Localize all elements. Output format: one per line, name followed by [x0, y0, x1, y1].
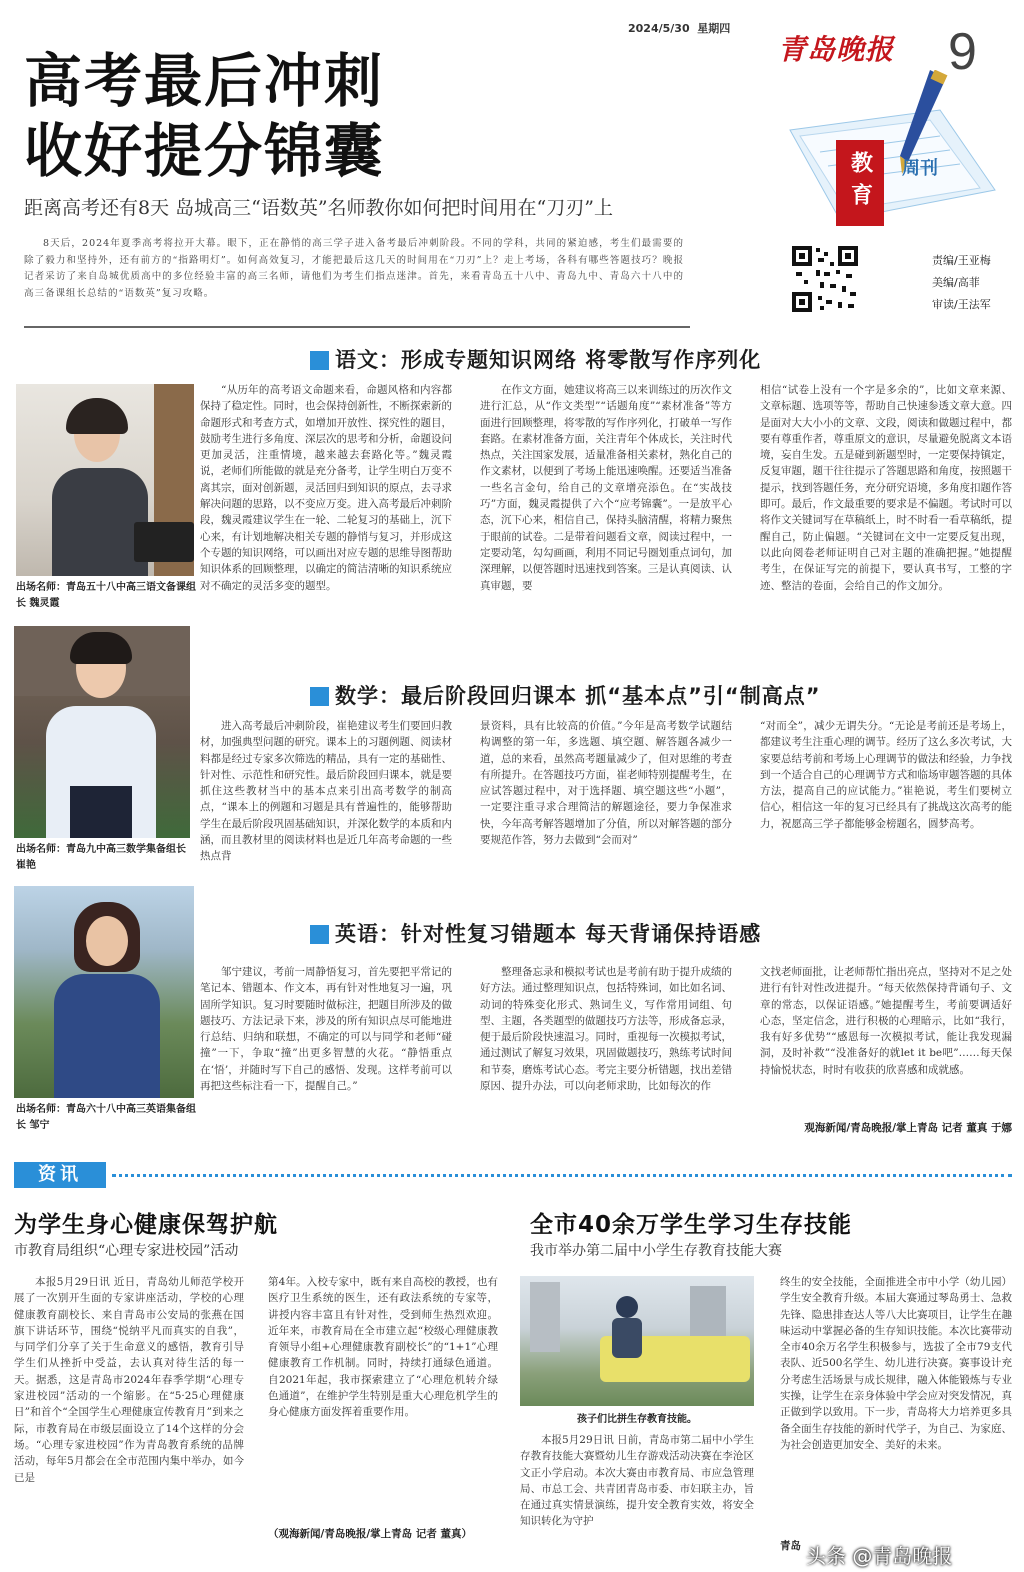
watermark: 头条 @青岛晚报 [806, 1544, 953, 1568]
news-photo-students [520, 1276, 754, 1406]
news-banner-rule [112, 1174, 1012, 1177]
credit-editor: 责编/王亚梅 [932, 254, 991, 267]
news-left-subtitle: 市教育局组织“心理专家进校园”活动 [14, 1243, 239, 1259]
english-col-3: 文找老师面批，让老师帮忙指出亮点，坚持对不足之处进行有针对性改进提升。“每天依然保持背诵句子、文章的常态，以保证语感。”她提醒考生，考前要调适好心态，坚定信念，进行积极的心理暗示，比如“我行，我有好多优势”“感恩每一次模拟考试，能让我发现漏洞，及时补救”“没准备好的就let it be吧”……每天保持愉悦状态，时时有收获的欣喜感和成就感。 [760, 966, 1012, 1076]
headline-line-1: 高考最后冲刺 [24, 47, 385, 115]
caption-zou: 出场名师：青岛六十八中高三英语集备组长 邹宁 [16, 1104, 196, 1131]
section-label-box [836, 140, 884, 226]
news-right-col-1: 本报5月29日讯 日前，青岛市第二届中小学生存教育技能大赛暨幼儿生存游戏活动决赛在李沧区文正小学启动。本次大赛由市教育局、市应急管理局、市总工会、共青团青岛市委、市妇联主办，旨在通过真实情景演练，提升安全教育实效，将安全知识转化为守护 [520, 1434, 754, 1528]
chinese-section-title: 语文：形成专题知识网络 将零散写作序列化 [310, 344, 761, 374]
news-photo-caption: 孩子们比拼生存教育技能。 [577, 1414, 697, 1425]
news-left-col-2: 第4年。入校专家中，既有来自高校的教授，也有医疗卫生系统的医生，还有政法系统的专家等，讲授内容丰富且有针对性，受到师生热烈欢迎。近年来，市教育局在全市建立起“校级心理健康教育领导小组+心理健康教育副校长”的“1+1”心理健康教育工作机制。同时，持续打通绿色通道。自2021年起，我市探索建立了“心理危机转介绿色通道”，在维护学生特别是重大心理危机学生的身心健康方面发挥着重要作用。 [268, 1276, 498, 1419]
credit-reviewer: 审读/王法军 [932, 298, 991, 311]
news-right-col-2: 终生的安全技能，全面推进全市中小学（幼儿园）学生安全教育升级。本届大赛通过琴岛勇士、急救先锋、隐患排查达人等八大比赛项目，让学生在趣味运动中掌握必备的生存知识技能。本次比赛带动全市40余万名学生积极参与，选拔了全市79支代表队、近500名学生、幼儿进行决赛。赛事设计充分考虑生活场景与成长规律，融入体能锻炼与专业实操，让学生在亲身体验中学会应对突发情况，真正做到学以致用。下一步，青岛将大力培养更多具备全面生存技能的新时代学子，为自己、为家庭、为社会创造更加安全、美好的未来。 [780, 1276, 1012, 1451]
news-banner: 资讯 [14, 1162, 106, 1188]
english-col-2: 整理备忘录和模拟考试也是考前有助于提升成绩的好方法。通过整理知识点，包括特殊词，如比如名词、动词的特殊变化形式、熟词生义，写作常用词组、句型、主题，各类题型的做题技巧方法等，形成备忘录，便于最后阶段快速温习。同时，重视每一次模拟考试，通过测试了解复习效果，巩固做题技巧，熟练考试时间和节奏，磨炼考试心态。考完主要分析错题，找出差错原因、提升办法，可以向老师求助，比如每次的作 [480, 966, 732, 1093]
math-col-3: “对而全”，减少无谓失分。“无论是考前还是考场上，都建议考生注重心理的调节。经历了这么多次考试，大家要总结考前和考场上心理调节的做法和经验，力争找到一个适合自己的心理调节方式和临场审题答题的具体方法，提高自己的应试能力。”崔艳说，考生们要树立信心，相信这一年的复习已经具有了挑战这次高考的能力，祝愿高三学子都能够金榜题名，圆梦高考。 [760, 720, 1012, 830]
page-number: 9 [948, 23, 977, 81]
teacher-photo-cui [14, 626, 190, 838]
english-section-title: 英语：针对性复习错题本 每天背诵保持语感 [310, 918, 761, 948]
news-right-byline: 青岛 [780, 1540, 801, 1552]
chinese-col-2: 在作文方面，她建议将高三以来训练过的历次作文进行汇总，从“作文类型”“话题角度”“素材准备”等方面进行回顾整理，将零散的写作序列化，打破单一写作套路。在素材准备方面，关注青年个体成长，关注时代热点，关注国家发展，适量准备相关素材，熟化自己的作文素材，以便到了考场上能迅速唤醒。还要适当准备一些名言金句，给自己的文章增亮添色。在“实战技巧”方面，魏灵霞提供了六个“应考锦囊”。一是放平心态，沉下心来，相信自己，保持头脑清醒，将精力聚焦于眼前的试卷。二是带着问题看文章，阅读过程中，一定要动笔，勾勾画画，利用不同记号圈划重点词句，加深理解，以便答题时迅速找到答案。三是认真阅读、认真审题，要 [480, 384, 732, 592]
intro-paragraph: 8天后，2024年夏季高考将拉开大幕。眼下，正在静悄的高三学子进入备考最后冲刺阶段。不同的学科，共同的紧迫感，考生们最需要的除了毅力和坚持外，还有前方的“指路明灯”。如何高效复习，才能把最后这几天的时间用在“刀刃”上？走上考场，各科有哪些答题技巧？晚报记者采访了来自岛城优质高中的多位经验丰富的高三名师，请他们为考生们指点迷津。首先，来看青岛五十八中、青岛九中、青岛六十八中的高三备课组长总结的“语数英”复习攻略。 [24, 238, 684, 299]
credits [932, 250, 991, 316]
headline-subtitle: 距离高考还有8天 岛城高三“语数英”名师教你如何把时间用在“刀刃”上 [24, 197, 613, 219]
teacher-photo-wei [16, 384, 194, 576]
credit-designer: 美编/高菲 [932, 276, 980, 289]
english-byline: 观海新闻/青岛晚报/掌上青岛 记者 董真 于娜 [804, 1122, 1012, 1134]
blue-square-icon [310, 687, 329, 706]
qr-code-icon [790, 244, 860, 314]
headline-line-2: 收好提分锦囊 [24, 117, 385, 185]
math-col-2: 景资料，具有比较高的价值。”今年是高考数学试题结构调整的第一年，多选题、填空题、解答题各减少一道，总的来看，虽然高考题量减少了，但对思维的考查有所提升。在答题技巧方面，崔老师特别提醒考生，在应试答题过程中，对于选择题、填空题这些“小题”，一定要注重寻求合理简洁的解题途径，要力争保准求快，今年高考解答题增加了分值，所以对解答题的部分要规范作答，努力去做到“会而对” [480, 720, 732, 847]
issue-date: 2024/5/30 星期四 [628, 22, 731, 35]
math-col-1: 进入高考最后冲刺阶段，崔艳建议考生们要回归教材，加强典型问题的研究。课本上的习题例题、阅读材料都是经过专家多次筛选的精品，具有一定的基础性、针对性、示范性和研究性。最后阶段回归课本，就是要抓住这些教材当中的基本点来引出高考数学的制高点，“课本上的例题和习题是具有普遍性的，能够帮助学生在最后阶段巩固基础知识，并深化数学的本质和内涵，而且教材里的阅读材料也是近几年高考命题的一些热点背 [200, 720, 452, 863]
section-label: 教育 [847, 151, 873, 215]
masthead-logo: 青岛晚报 [778, 33, 895, 66]
news-left-byline: （观海新闻/青岛晚报/掌上青岛 记者 董真） [268, 1528, 472, 1540]
caption-wei: 出场名师：青岛五十八中高三语文备课组长 魏灵霞 [16, 582, 196, 609]
news-left-title: 为学生身心健康保驾护航 [14, 1212, 278, 1238]
news-right-title: 全市40余万学生学习生存技能 [530, 1212, 853, 1238]
chinese-col-3: 相信“试卷上没有一个字是多余的”，比如文章来源、文章标题、选项等等，帮助自己快速参透文章大意。四是面对大大小小的文章、文段，阅读和做题过程中，都要有尊重作者，尊重原文的意识，尽量避免脱离文本语境，妄自生发。五是碰到新题型时，一定要保持镇定，反复审题，题干往往提示了答题思路和角度，按照题干提示，找到答题任务，充分研究语境，多角度扣题作答即可。最后，作文最重要的要求是不偏题。考试时可以将作文关键词写在草稿纸上，时不时看一看草稿纸，提醒自己，防止偏题。“关键词在文中一定要反复出现，以此向阅卷老师证明自己对主题的准确把握。”她提醒考生，在保证写完的前提下，要认真书写，工整的字迹、整洁的卷面，会给自己的作文加分。 [760, 384, 1012, 592]
blue-square-icon [310, 351, 329, 370]
weekly-label: 周刊 [902, 158, 938, 179]
intro-divider [24, 326, 690, 328]
english-col-1: 邹宁建议，考前一周静悟复习，首先要把平常记的笔记本、错题本、作文本，再有针对性地复习一遍，巩固所学知识。复习时要随时做标注，把题目所涉及的做题技巧、方法记录下来，涉及的所有知识点尽可能地进行总结、归纳和联想，不确定的可以与同学和老师“碰撞”一下，争取“撞”出更多智慧的火花。“静悟重点在‘悟’，并随时写下自己的感悟、发现。这样考前可以再把这些标注看一下，提醒自己。” [200, 966, 452, 1093]
math-section-title: 数学：最后阶段回归课本 抓“基本点”引“制高点” [310, 680, 821, 710]
news-right-subtitle: 我市举办第二届中小学生存教育技能大赛 [530, 1243, 782, 1259]
education-weekly-graphic [780, 70, 1016, 230]
teacher-photo-zou [14, 886, 194, 1098]
caption-cui: 出场名师：青岛九中高三数学集备组长 崔艳 [16, 844, 186, 871]
chinese-col-1: “从历年的高考语文命题来看，命题风格和内容都保持了稳定性。同时，也会保持创新性，不断探索新的命题形式和考查方式，如增加开放性、探究性的题目，鼓励考生进行多角度、深层次的思考和分析，命题设问更加灵活，注重情境，越来越去套路化等。”魏灵霞说，老师们所能做的就是充分备考，让学生明白万变不离其宗，面对创新题，灵活回归到知识的原点，去寻求解决问题的思路，以不变应万变。进入高考最后冲刺阶段，魏灵霞建议学生在一轮、二轮复习的基础上，沉下心来，有计划地解决相关专题的静悄与复习，并形成这个专题的知识网络，可以画出对应专题的思维导图帮助知识体系的回顾整理，以确定的简洁清晰的知识系统应对不确定的灵活多变的题型。 [200, 384, 452, 592]
blue-square-icon [310, 925, 329, 944]
news-left-col-1: 本报5月29日讯 近日，青岛幼儿师范学校开展了一次别开生面的专家讲座活动，学校的心理健康教育副校长、来自青岛市公安局的张燕在国旗下讲话环节，围绕“悦纳平凡而真实的自我”，与同学们分享了关于生命意义的感悟，教育引导学生们从挫折中受益，去认真对待生活的每一天。据悉，这是青岛市2024年春季学期“心理专家进校园”活动的一个缩影。在“5·25心理健康日”和首个“全国学生心理健康宣传教育月”到来之际，市教育局在市级层面设立了14个这样的分会场。“心理专家进校园”作为青岛教育系统的品牌活动，每年5月都会在全市范围内集中举办，如今已是 [14, 1276, 244, 1484]
